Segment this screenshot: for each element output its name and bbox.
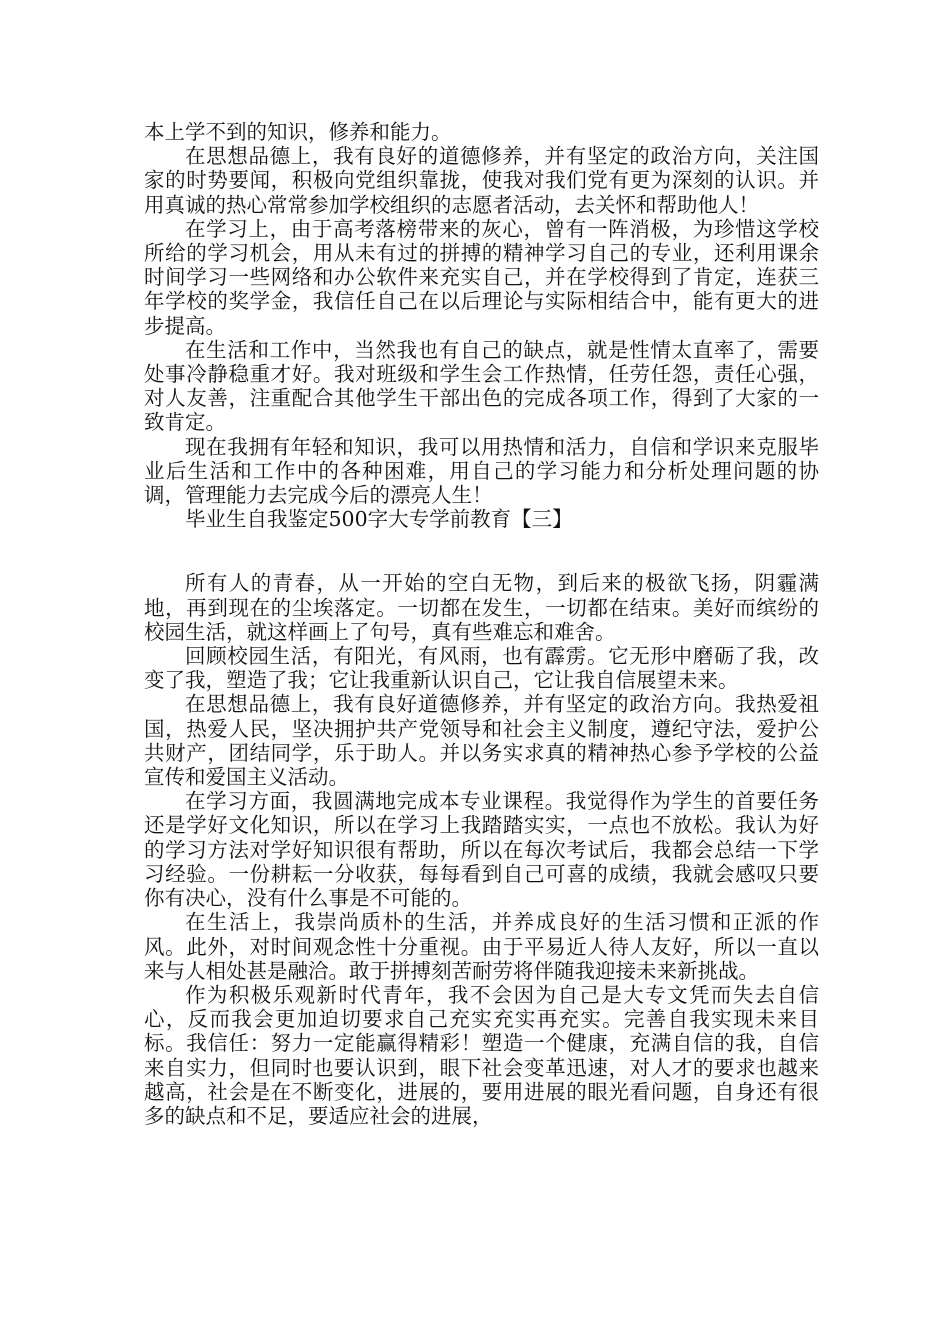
paragraph-campus-review: 回顾校园生活，有阳光，有风雨，也有霹雳。它无形中磨砺了我，改变了我，塑造了我；它让我重新认识自己，它让我自信展望未来。 — [144, 644, 819, 693]
paragraph-future: 现在我拥有年轻和知识，我可以用热情和活力，自信和学识来克服毕业后生活和工作中的各种困难，用自己的学习能力和分析处理问题的协调，管理能力去完成今后的漂亮人生！ — [144, 434, 819, 508]
paragraph-study-2: 在学习方面，我圆满地完成本专业课程。我觉得作为学生的首要任务还是学好文化知识，所以在学习上我踏踏实实，一点也不放松。我认为好的学习方法对学好知识很有帮助，所以在每次考试后，我都会总结一下学习经验。一份耕耘一分收获，每每看到自己可喜的成绩，我就会感叹只要你有决心，没有什么事是不可能的。 — [144, 789, 819, 911]
section-heading: 毕业生自我鉴定500字大专学前教育【三】 — [185, 507, 573, 532]
blank-line — [144, 531, 819, 571]
paragraph-moral-character: 在思想品德上，我有良好的道德修养，并有坚定的政治方向，关注国家的时势要闻，积极向党组织靠拢，使我对我们党有更为深刻的认识。并用真诚的热心常常参加学校组织的志愿者活动，去关怀和帮助他人！ — [144, 144, 819, 217]
paragraph-youth-confidence: 作为积极乐观新时代青年，我不会因为自己是大专文凭而失去自信心，反而我会更加迫切要求自己充实充实再充实。完善自我实现未来目标。我信任：努力一定能赢得精彩！塑造一个健康，充满自信的我，自信来自实力，但同时也要认识到，眼下社会变革迅速，对人才的要求也越来越高，社会是在不断变化，进展的，要用进展的眼光看问题，自身还有很多的缺点和不足，要适应社会的进展， — [144, 982, 819, 1128]
paragraph-youth: 所有人的青春，从一开始的空白无物，到后来的极欲飞扬，阴霾满地，再到现在的尘埃落定。一切都在发生，一切都在结束。美好而缤纷的校园生活，就这样画上了句号，真有些难忘和难舍。 — [144, 571, 819, 644]
paragraph-study: 在学习上，由于高考落榜带来的灰心，曾有一阵消极，为珍惜这学校所给的学习机会，用从未有过的拼搏的精神学习自己的专业，还利用课余时间学习一些网络和办公软件来充实自己，并在学校得到了肯定，连获三年学校的奖学金，我信任自己在以后理论与实际相结合中，能有更大的进步提高。 — [144, 216, 819, 338]
document-page — [144, 120, 819, 1128]
paragraph-life-2: 在生活上，我崇尚质朴的生活，并养成良好的生活习惯和正派的作风。此外，对时间观念性十分重视。由于平易近人待人友好，所以一直以来与人相处甚是融洽。敢于拼搏刻苦耐劳将伴随我迎接未来新挑战。 — [144, 910, 819, 983]
paragraph-continuation: 本上学不到的知识，修养和能力。 — [144, 120, 452, 144]
paragraph-moral-character-2: 在思想品德上，我有良好道德修养，并有坚定的政治方向。我热爱祖国，热爱人民，坚决拥护共产党领导和社会主义制度，遵纪守法，爱护公共财产，团结同学，乐于助人。并以务实求真的精神热心参予学校的公益宣传和爱国主义活动。 — [144, 692, 819, 790]
paragraph-life-work: 在生活和工作中，当然我也有自己的缺点，就是性情太直率了，需要处事冷静稳重才好。我对班级和学生会工作热情，任劳任怨，责任心强，对人友善，注重配合其他学生干部出色的完成各项工作，得到了大家的一致肯定。 — [144, 337, 819, 435]
